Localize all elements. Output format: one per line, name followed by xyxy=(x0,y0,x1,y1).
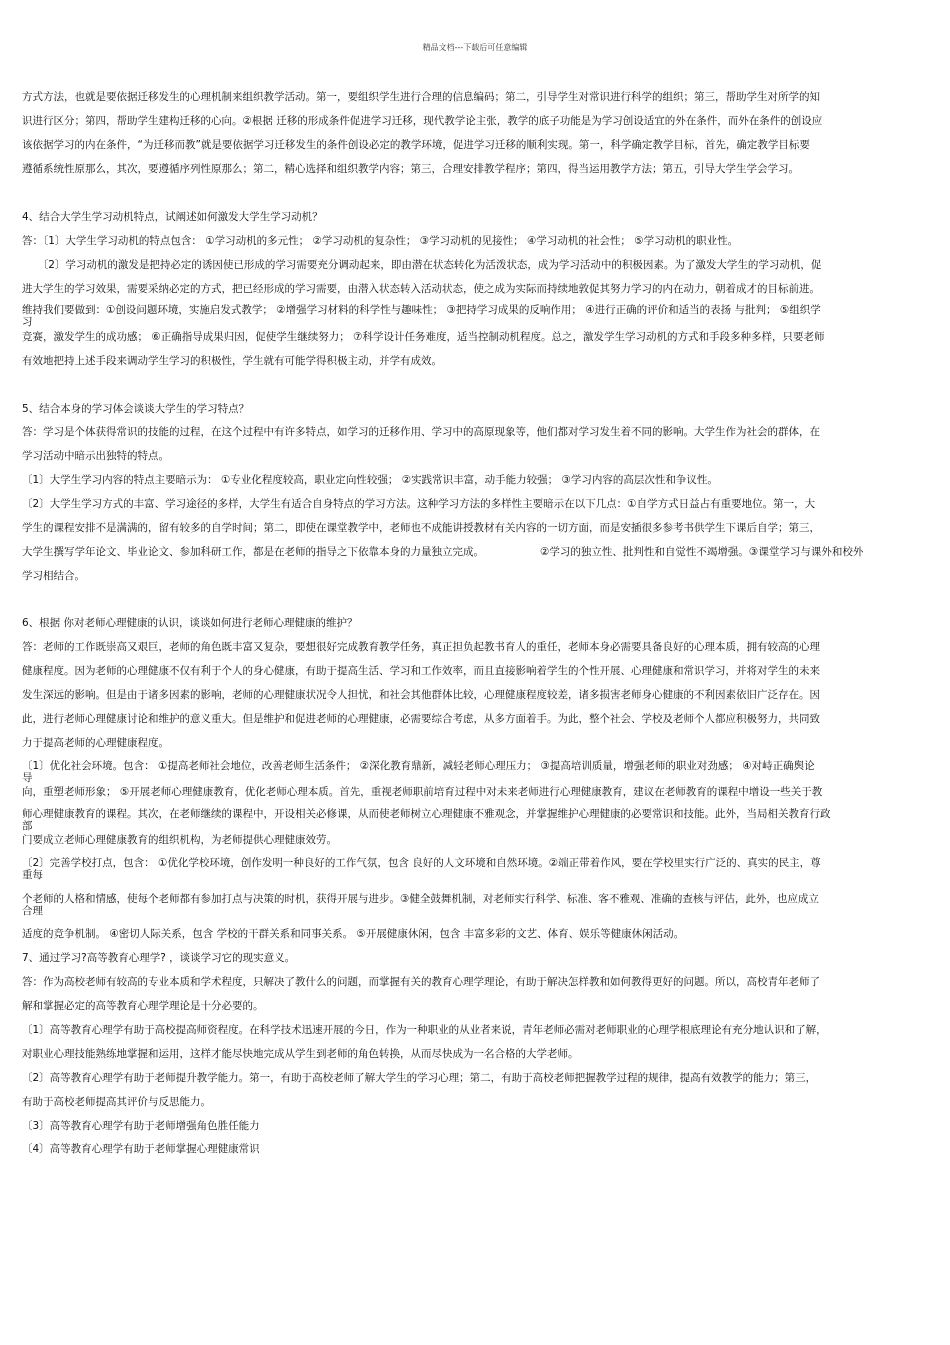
text-line: 健康程度。因为老师的心理健康不仅有利于个人的身心健康，有助于提高生活、学习和工作效率，而且直接影响着学生的个性开展、心理健康和常识学习，并将对学生的未来 xyxy=(22,665,820,677)
text-line: 〔2〕学习动机的激发是把持必定的诱因使已形成的学习需要充分调动起来，即由潜在状态转化为活泼状态，成为学习活动中的积极因素。为了激发大学生的学习动机，促 xyxy=(22,259,822,271)
page-header: 精品文档---下载后可任意编辑 xyxy=(422,43,528,52)
text-line: 识进行区分；第四，帮助学生建构迁移的心向。②根据 迁移的形成条件促进学习迁移，现代教学论主张，教学的底子功能是为学习创设适宜的外在条件，而外在条件的创设应 xyxy=(22,115,823,127)
text-line: 进大学生的学习效果，需要采纳必定的方式，把已经形成的学习需要，由潜入状态转入活动状态，使之成为实际而持续地敦促其努力学习的内在动力，朝着成才的目标前进。 xyxy=(22,283,820,295)
text-line: 有助于高校老师提高其评价与反思能力。 xyxy=(22,1096,211,1108)
text-line: 学习活动中暗示出独特的特点。 xyxy=(22,450,169,462)
text-line: 〔1〕优化社会环境。包含： ①提高老师社会地位，改善老师生活条件； ②深化教育鼎新，减轻老师心理压力； ③提高培训质量，增强老师的职业对劲感； ④对峙正确舆论 xyxy=(22,760,815,772)
question-heading: 5、结合本身的学习体会谈谈大学生的学习特点？ xyxy=(22,403,250,415)
question-heading: 7、通过学习?高等教育心理学? ，谈谈学习它的现实意义。 xyxy=(22,952,296,964)
text-line: 〔4〕高等教育心理学有助于老师掌握心理健康常识 xyxy=(22,1143,260,1155)
text-line: 遵循系统性原那么，其次，要遵循序列性原那么；第二，精心选择和组织教学内容；第三，合理安排教学程序；第四，得当运用教学方法；第五，引导大学生学会学习。 xyxy=(22,163,799,175)
text-line: 学生的课程安排不是满满的，留有较多的自学时间；第二，即使在课堂教学中，老师也不成能讲授教材有关内容的一切方面，而是安插很多参考书供学生下课后自学；第三， xyxy=(22,522,820,534)
text-line: 答：老师的工作既崇高又艰巨，老师的角色既丰富又复杂，要想很好完成教育教学任务，真正担负起教书育人的重任，老师本身必需要具备良好的心理本质，拥有较高的心理 xyxy=(22,641,820,653)
text-line: 习 xyxy=(22,316,33,328)
text-line: 〔2〕大学生学习方式的丰富、学习途径的多样，大学生有适合自身特点的学习方法。这种学习方法的多样性主要暗示在以下几点：①自学方式日益占有重要地位。第一，大 xyxy=(22,498,816,510)
text-line: 〔1〕大学生学习内容的特点主要暗示为： ①专业化程度较高，职业定向性较强； ②实践常识丰富，动手能力较强； ③学习内容的高层次性和争议性。 xyxy=(22,474,718,486)
text-line: 适度的竞争机制。 ④密切人际关系，包含 学校的干群关系和同事关系。 ⑤开展健康休闲，包含 丰富多彩的文艺、体育、娱乐等健康休闲活动。 xyxy=(22,928,685,940)
text-line: 力于提高老师的心理健康程度。 xyxy=(22,737,169,749)
text-line: 有效地把持上述手段来调动学生学习的积极性，学生就有可能学得积极主动，并学有成效。 xyxy=(22,355,442,367)
text-line: 方式方法，也就是要依据迁移发生的心理机制来组织教学活动。第一，要组织学生进行合理的信息编码；第二，引导学生对常识进行科学的组织；第三，帮助学生对所学的知 xyxy=(22,91,820,103)
text-line: 学习相结合。 xyxy=(22,570,85,582)
text-segment: 大学生撰写学年论文、毕业论文、参加科研工作，都是在老师的指导之下依靠本身的力量独立完成。 xyxy=(22,546,484,558)
text-line: 维持我们要做到：①创设问题环境，实施启发式教学； ②增强学习材料的科学性与趣味性； ③把持学习成果的反响作用； ④进行正确的评价和适当的表扬 与批判； ⑤组织学 xyxy=(22,304,821,316)
text-line: 该依据学习的内在条件，“为迁移而教”就是要依据学习迁移发生的条件创设必定的教学环境，促进学习迁移的顺利实现。第一，科学确定教学目标，首先，确定教学目标要 xyxy=(22,139,810,151)
text-line: 〔1〕高等教育心理学有助于高校提高师资程度。在科学技术迅速开展的今日，作为一种职业的从业者来说，青年老师必需对老师职业的心理学根底理论有充分地认识和了解， xyxy=(22,1024,827,1036)
text-line: 答：作为高校老师有较高的专业本质和学术程度，只解决了教什么的问题，而掌握有关的教育心理学理论，有助于解决怎样教和如何教得更好的问题。所以，高校青年老师了 xyxy=(22,976,820,988)
text-line: 〔3〕高等教育心理学有助于老师增强角色胜任能力 xyxy=(22,1120,260,1132)
question-heading: 4、结合大学生学习动机特点，试阐述如何激发大学生学习动机？ xyxy=(22,211,323,223)
text-line: 解和掌握必定的高等教育心理学理论是十分必要的。 xyxy=(22,1000,264,1012)
text-line: 导 xyxy=(22,772,33,784)
text-line: 门要成立老师心理健康教育的组织机构，为老师提供心理健康效劳。 xyxy=(22,834,337,846)
text-line: 〔2〕高等教育心理学有助于老师提升教学能力。第一，有助于高校老师了解大学生的学习心理；第二，有助于高校老师把握教学过程的规律，提高有效教学的能力；第三， xyxy=(22,1072,817,1084)
question-heading: 6、根据 你对老师心理健康的认识，谈谈如何进行老师心理健康的维护？ xyxy=(22,617,358,629)
text-line: 师心理健康教育的课程。其次，在老师继续的课程中，开设相关必修课，从而使老师树立心理健康不雅观念，并掌握维护心理健康的必要常识和技能。此外，当局相关教育行政 xyxy=(22,808,831,820)
text-line: 答：学习是个体获得常识的技能的过程，在这个过程中有许多特点，如学习的迁移作用、学习中的高原现象等，他们都对学习发生着不同的影响。大学生作为社会的群体，在 xyxy=(22,426,820,438)
text-line: 〔2〕完善学校打点，包含： ①优化学校环境，创作发明一种良好的工作气氛，包含 良好的人文环境和自然环境。②端正带着作风，要在学校里实行广泛的、真实的民主，尊 xyxy=(22,857,821,869)
text-line: 此，进行老师心理健康讨论和维护的意义重大。但是维护和促进老师的心理健康，必需要综合考虑，从多方面着手。为此，整个社会、学校及老师个人都应积极努力，共同致 xyxy=(22,713,820,725)
text-line: 合理 xyxy=(22,905,43,917)
text-line: 发生深远的影响。但是由于诸多因素的影响，老师的心理健康状况令人担忧，和社会其他群体比较，心理健康程度较差，诸多损害老师身心健康的不利因素依旧广泛存在。因 xyxy=(22,689,820,701)
text-line: 个老师的人格和情感，使每个老师都有参加打点与决策的时机，获得开展与进步。③健全鼓舞机制，对老师实行科学、标准、客不雅观、准确的查核与评估，此外，也应成立 xyxy=(22,893,819,905)
text-line: 重每 xyxy=(22,869,43,881)
text-line: 对职业心理技能熟练地掌握和运用，这样才能尽快地完成从学生到老师的角色转换，从而尽快成为一名合格的大学老师。 xyxy=(22,1048,579,1060)
text-line: 向，重塑老师形象； ⑤开展老师心理健康教育，优化老师心理本质。首先，重视老师职前培育过程中对未来老师进行心理健康教育，建议在老师教育的课程中增设一些关于教 xyxy=(22,786,823,798)
text-line: 答：〔1〕大学生学习动机的特点包含： ①学习动机的多元性； ②学习动机的复杂性； ③学习动机的见接性； ④学习动机的社会性； ⑤学习动机的职业性。 xyxy=(22,235,739,247)
text-line: 竞赛，激发学生的成功感； ⑥正确指导成果归因，促使学生继续努力； ⑦科学设计任务难度，适当控制动机程度。总之，激发学生学习动机的方式和手段多种多样，只要老师 xyxy=(22,331,825,343)
text-segment: ②学习的独立性、批判性和自觉性不竭增强。③课堂学习与课外和校外 xyxy=(540,546,864,558)
text-line: 部 xyxy=(22,820,33,832)
text-line xyxy=(22,546,863,559)
